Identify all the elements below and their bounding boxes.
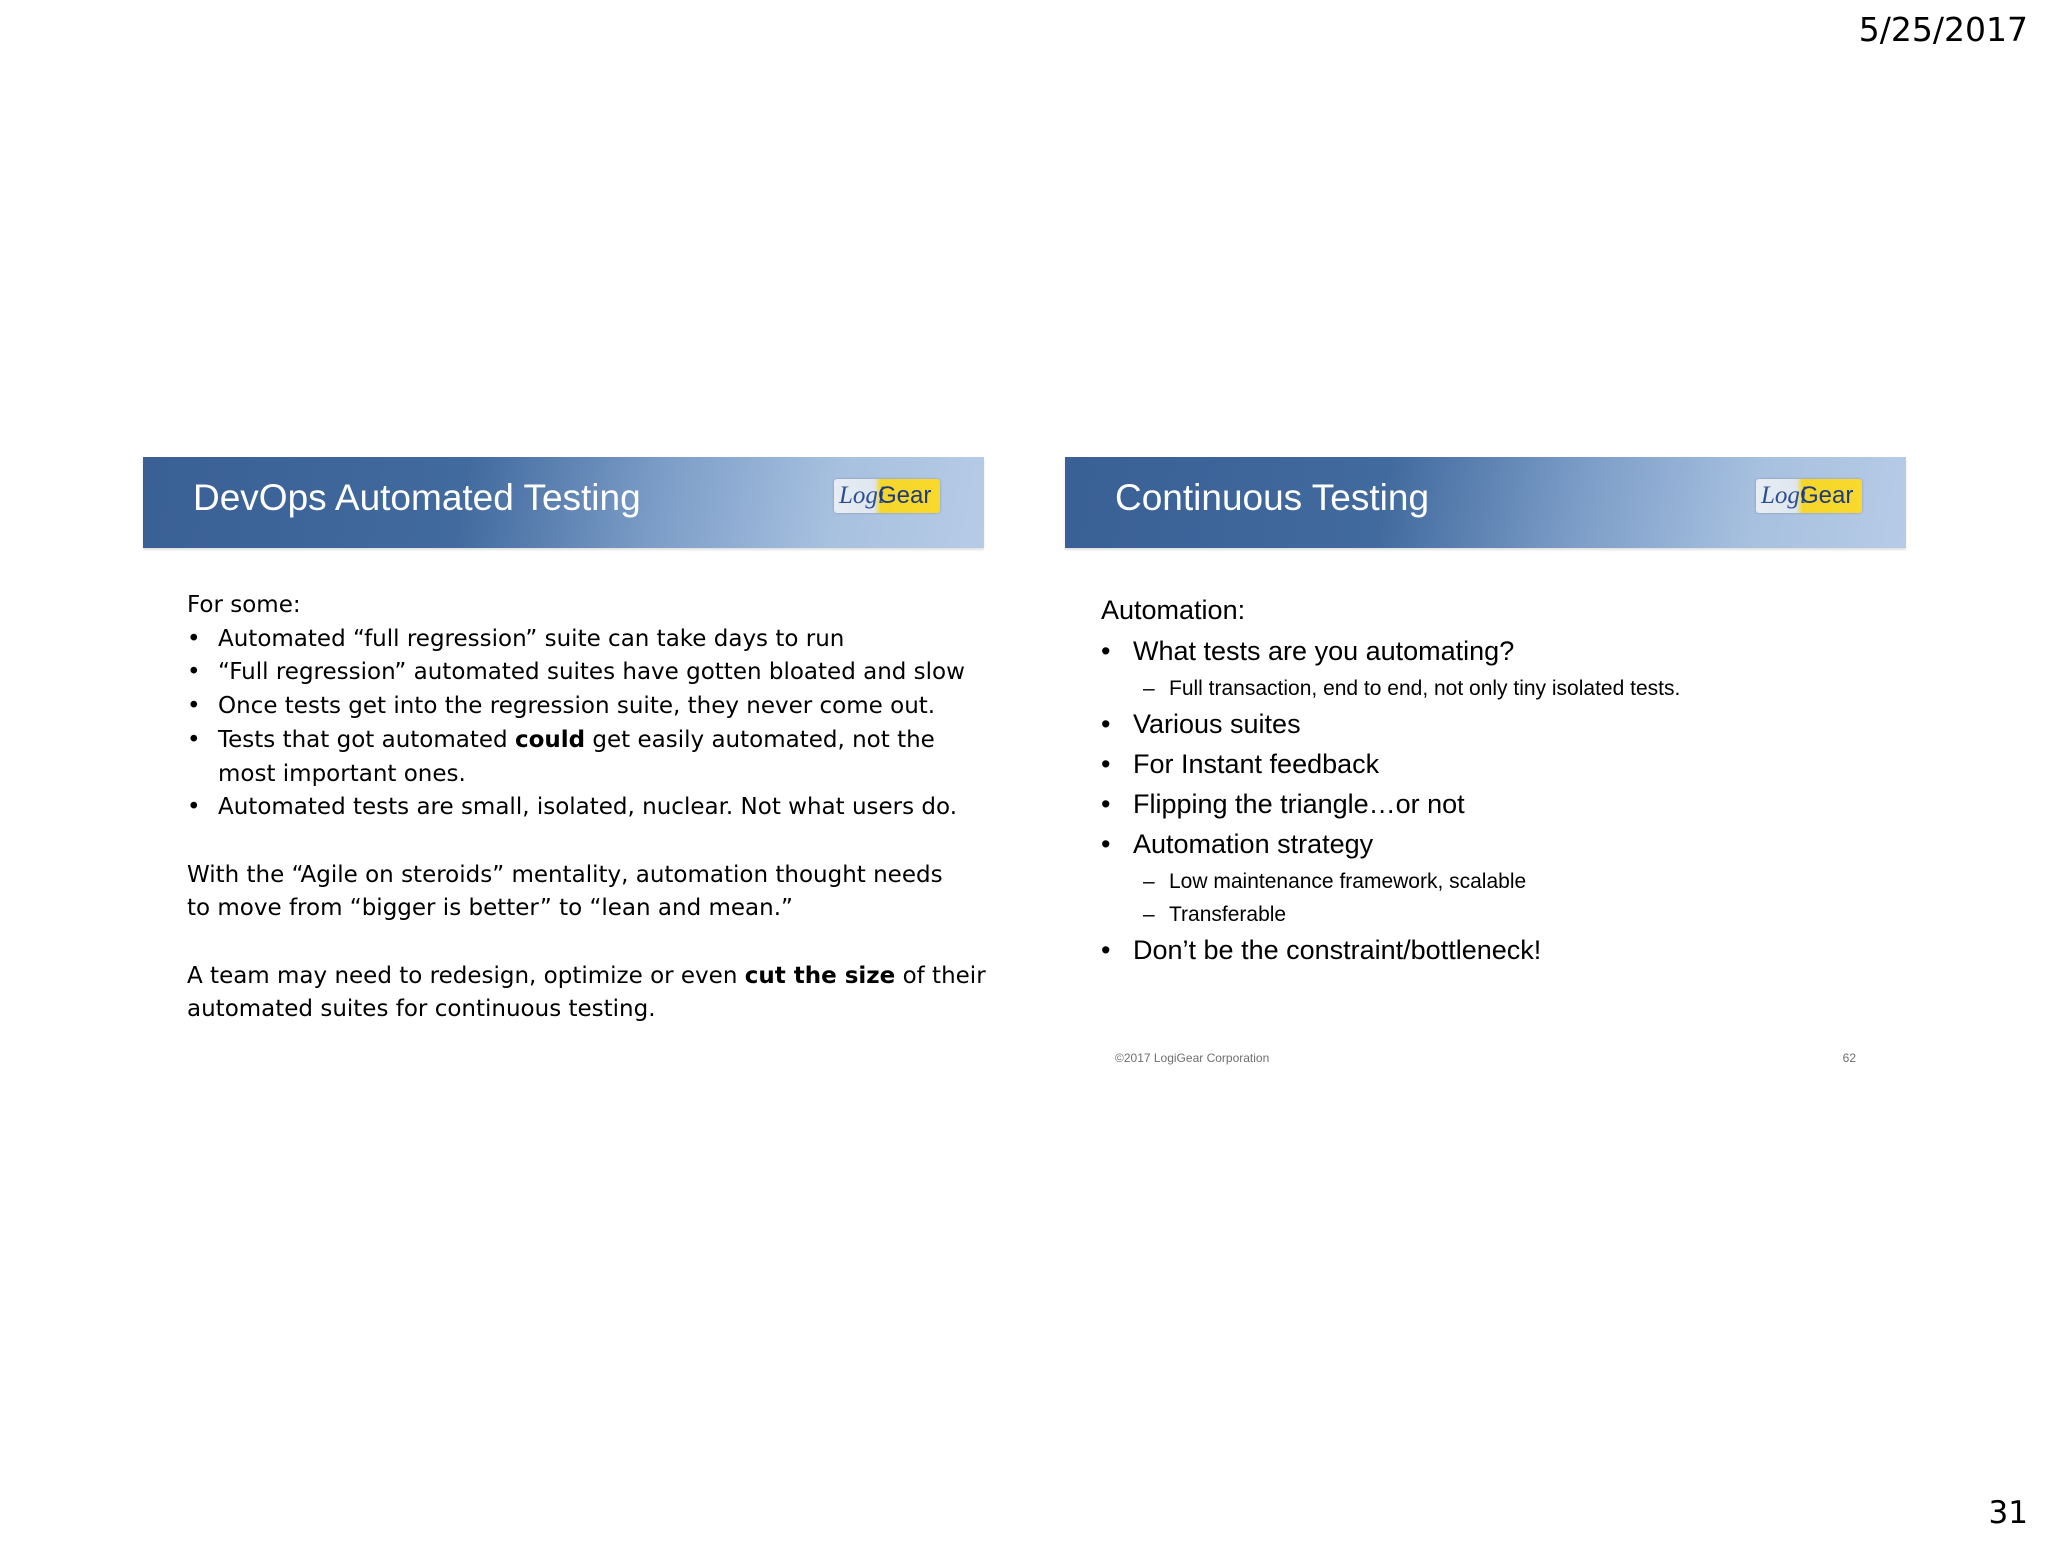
- bullet-item: [187, 690, 967, 724]
- bullet-text: Automated tests are small, isolated, nuclear. Not what users do.: [218, 794, 958, 821]
- bullet-text: Flipping the triangle…or not: [1133, 789, 1465, 819]
- dash-icon: –: [1143, 677, 1155, 700]
- page-number: 31: [1988, 1495, 2028, 1531]
- paragraph-line: With the “Agile on steroids” mentality, automation thought needs: [187, 861, 943, 888]
- bullet-item: [1101, 708, 1891, 741]
- bullet-text-after: get easily automated, not the: [585, 726, 935, 753]
- bullet-icon: •: [1101, 709, 1111, 739]
- bullet-text: Various suites: [1133, 709, 1301, 739]
- bullet-item: [1101, 828, 1891, 861]
- bullet-text-before: Tests that got automated: [218, 726, 515, 753]
- sub-bullet-text: Low maintenance framework, scalable: [1169, 870, 1527, 893]
- bullet-item: [1101, 635, 1891, 668]
- bullet-item: [187, 623, 967, 657]
- spacer: [187, 825, 967, 859]
- sub-bullet-item: [1101, 901, 1891, 928]
- sub-bullet-item: [1101, 675, 1891, 702]
- bullet-icon: •: [1101, 789, 1111, 819]
- slide-header: [1065, 457, 1906, 548]
- paragraph-text-after: of their: [895, 962, 986, 989]
- bullet-icon: •: [187, 794, 201, 821]
- slide-footer-copyright: ©2017 LogiGear Corporation: [1115, 1051, 1270, 1065]
- bullet-item: [187, 724, 967, 758]
- bullet-icon: •: [1101, 829, 1111, 859]
- logigear-logo: [1756, 479, 1862, 513]
- paragraph-text-bold: cut the size: [744, 962, 896, 989]
- logigear-logo: [834, 479, 940, 513]
- bullet-icon: •: [187, 693, 201, 720]
- bullet-text: Once tests get into the regression suite, they never come out.: [218, 693, 936, 720]
- bullet-item: [187, 791, 967, 825]
- bullet-icon: •: [187, 726, 201, 753]
- slide-devops-automated-testing: [143, 457, 984, 1079]
- bullet-text-bold: could: [514, 726, 586, 753]
- bullet-text: For Instant feedback: [1133, 749, 1380, 779]
- bullet-item: [1101, 788, 1891, 821]
- dash-icon: –: [1143, 903, 1155, 926]
- bullet-text: “Full regression” automated suites have gotten bloated and slow: [218, 659, 965, 686]
- slide-body: [187, 589, 986, 1027]
- bullet-icon: •: [1101, 749, 1111, 779]
- logo-text-gear: Gear: [878, 482, 932, 509]
- paragraph-line: to move from “bigger is better” to “lean and mean.”: [187, 895, 793, 922]
- bullet-text: Don’t be the constraint/bottleneck!: [1133, 935, 1542, 965]
- bullet-text: Automation strategy: [1133, 829, 1374, 859]
- bullet-icon: •: [187, 625, 201, 652]
- paragraph-text-before: A team may need to redesign, optimize or even: [187, 962, 745, 989]
- dash-icon: –: [1143, 870, 1155, 893]
- bullet-item: [1101, 934, 1891, 967]
- intro-text: Automation:: [1101, 595, 1246, 625]
- slide-footer-number: 62: [1842, 1051, 1856, 1065]
- page-date: 5/25/2017: [1858, 10, 2028, 49]
- logo-text-gear: Gear: [1800, 482, 1854, 509]
- bullet-icon: •: [1101, 935, 1111, 965]
- bullet-icon: •: [1101, 636, 1111, 666]
- slide-title: DevOps Automated Testing: [193, 477, 641, 518]
- bullet-text: What tests are you automating?: [1133, 636, 1515, 666]
- bullet-continuation: most important ones.: [218, 760, 466, 787]
- logo-text-logi: Logi: [839, 482, 885, 509]
- slide-body: [1101, 594, 1891, 974]
- sub-bullet-text: Full transaction, end to end, not only tiny isolated tests.: [1169, 677, 1681, 700]
- spacer: [187, 926, 967, 960]
- paragraph-line: automated suites for continuous testing.: [187, 996, 656, 1023]
- bullet-item: [1101, 748, 1891, 781]
- intro-text: For some:: [187, 592, 301, 618]
- sub-bullet-text: Transferable: [1169, 903, 1287, 926]
- bullet-item: [187, 656, 967, 690]
- logo-text-logi: Logi: [1761, 482, 1807, 509]
- bullet-icon: •: [187, 659, 201, 686]
- slide-header: [143, 457, 984, 548]
- slide-continuous-testing: [1065, 457, 1906, 1079]
- bullet-text: Automated “full regression” suite can take days to run: [218, 625, 845, 652]
- slide-title: Continuous Testing: [1115, 477, 1430, 518]
- paragraph-line: [187, 960, 986, 994]
- sub-bullet-item: [1101, 868, 1891, 895]
